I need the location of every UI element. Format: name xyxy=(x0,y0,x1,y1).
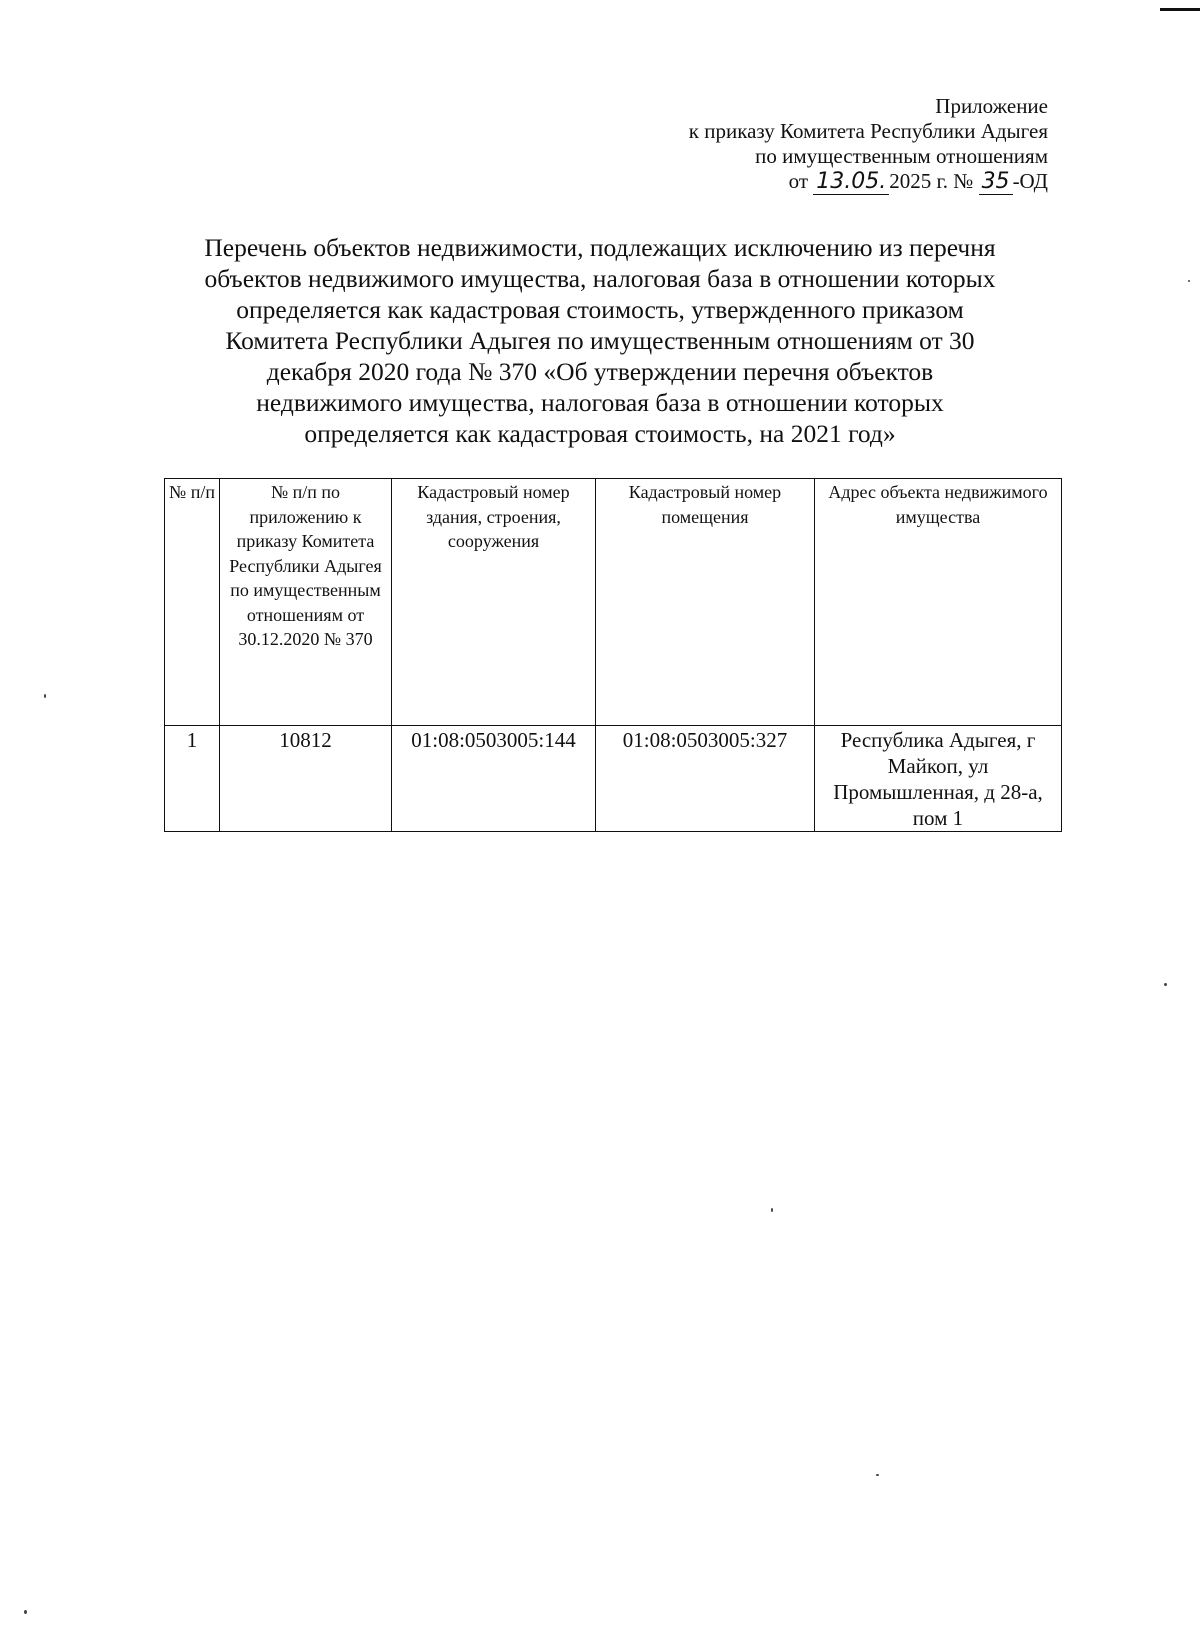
scan-speck xyxy=(44,694,46,698)
date-year: 2025 г. № xyxy=(889,169,974,193)
header-room-cadastral: Кадастровый номер помещения xyxy=(596,479,815,726)
order-number-suffix: -ОД xyxy=(1012,169,1048,193)
scan-speck xyxy=(771,1208,773,1212)
scan-speck xyxy=(24,1610,27,1614)
title-line: декабря 2020 года № 370 «Об утверждении перечня объектов xyxy=(266,357,934,386)
header-appendix-ref: № п/п по приложению к приказу Комитета Республики Адыгея по имущественным отношениям от 30.12.2020 № 370 xyxy=(220,479,392,726)
scan-speck xyxy=(1188,280,1190,282)
cell-room-cadastral: 01:08:0503005:327 xyxy=(596,726,815,832)
scan-corner-mark xyxy=(1160,8,1200,11)
title-line: недвижимого имущества, налоговая база в отношении которых xyxy=(256,388,944,417)
order-line-1: к приказу Комитета Республики Адыгея xyxy=(688,119,1048,143)
date-prefix: от xyxy=(788,169,809,193)
cell-building-cadastral: 01:08:0503005:144 xyxy=(392,726,596,832)
title-line: Перечень объектов недвижимости, подлежащих исключению из перечня xyxy=(204,233,996,262)
title-line: Комитета Республики Адыгея по имущественным отношениям от 30 xyxy=(225,326,975,355)
title-line: объектов недвижимого имущества, налоговая база в отношении которых xyxy=(204,264,996,293)
header-row-number: № п/п xyxy=(165,479,220,726)
scan-speck xyxy=(1164,983,1167,986)
appendix-label: Приложение xyxy=(935,94,1048,118)
scan-speck xyxy=(876,1474,879,1476)
header-address: Адрес объекта недвижимого имущества xyxy=(815,479,1062,726)
cell-row-number: 1 xyxy=(165,726,220,832)
cell-address: Республика Адыгея, г Майкоп, ул Промышленная, д 28-а, пом 1 xyxy=(815,726,1062,832)
title-line: определяется как кадастровая стоимость, утвержденного приказом xyxy=(236,295,964,324)
table-header-row xyxy=(165,479,1062,726)
objects-table xyxy=(164,478,1062,832)
appendix-header xyxy=(528,94,1048,195)
handwritten-order-number: 35 xyxy=(979,169,1013,195)
document-title xyxy=(150,232,1050,449)
header-building-cadastral: Кадастровый номер здания, строения, сооружения xyxy=(392,479,596,726)
order-date-line xyxy=(528,169,1048,195)
handwritten-date: 13.05. xyxy=(813,169,889,195)
table-row xyxy=(165,726,1062,832)
title-line: определяется как кадастровая стоимость, на 2021 год» xyxy=(304,419,896,448)
order-line-2: по имущественным отношениям xyxy=(755,144,1048,168)
cell-appendix-ref: 10812 xyxy=(220,726,392,832)
